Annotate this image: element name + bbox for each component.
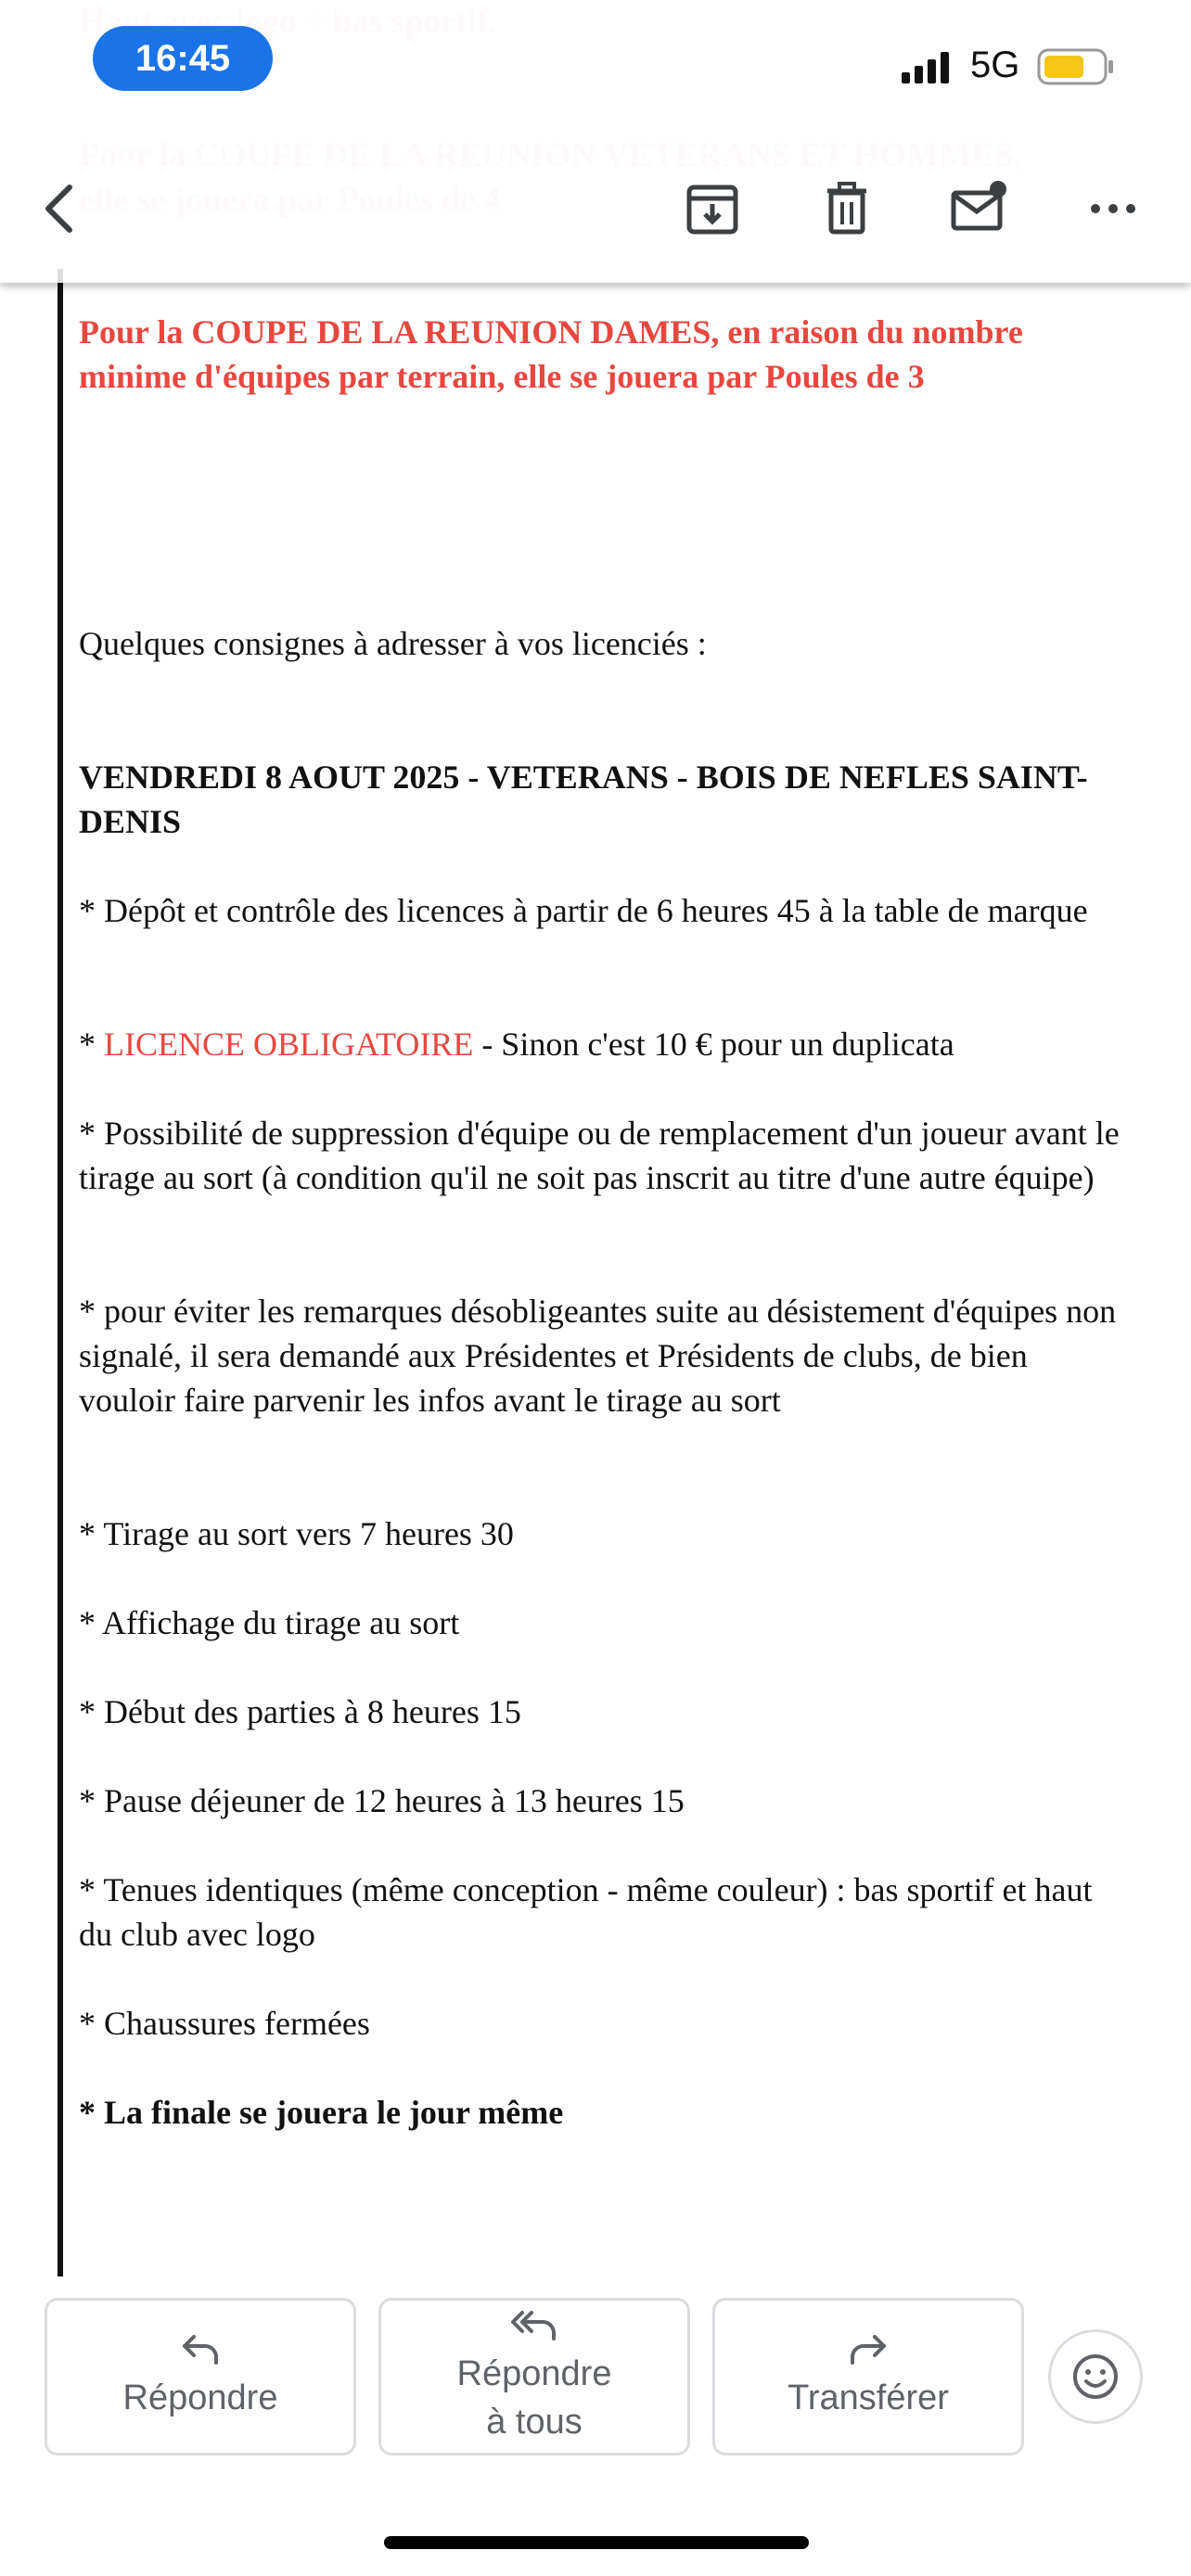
item-suppression: * Possibilité de suppression d'équipe ou de remplacement d'un joueur avant le tirage au sort (à condition qu'il ne soit pas inscrit au titre d'une autre équipe) (79, 1115, 1120, 1196)
duplicata-text: - Sinon c'est 10 € pour un duplicata (473, 1026, 954, 1063)
home-indicator[interactable] (384, 2536, 809, 2549)
trash-icon[interactable] (814, 176, 879, 241)
signal-icon (902, 52, 954, 83)
more-icon[interactable] (1081, 176, 1146, 241)
reply-button[interactable] (45, 2298, 356, 2455)
item-tenues: * Tenues identiques (même conception - même couleur) : bas sportif et haut du club avec logo (79, 1871, 1093, 1953)
emoji-reaction-button[interactable] (1048, 2329, 1143, 2424)
quote-bar (58, 269, 63, 2276)
item-debut: * Début des parties à 8 heures 15 (79, 1693, 521, 1730)
forward-button[interactable] (712, 2298, 1024, 2455)
forward-label: Transférer (788, 2378, 949, 2417)
forward-icon (847, 2331, 890, 2368)
battery-icon (1037, 48, 1115, 85)
reply-label: Répondre (122, 2378, 278, 2417)
network-label: 5G (970, 45, 1020, 85)
item-affichage: * Affichage du tirage au sort (79, 1604, 460, 1641)
item-chaussures: * Chaussures fermées (79, 2005, 370, 2042)
item-tirage: * Tirage au sort vers 7 heures 30 (79, 1515, 514, 1552)
archive-icon[interactable] (680, 176, 745, 241)
dames-notice: Pour la COUPE DE LA REUNION DAMES, en raison du nombre minime d'équipes par terrain, elle se jouera par Poules de 3 (79, 313, 1023, 395)
back-icon[interactable] (28, 176, 93, 241)
reply-all-icon (509, 2307, 559, 2344)
mark-unread-icon[interactable] (946, 176, 1011, 241)
reply-all-label-1: Répondre (456, 2354, 612, 2393)
status-time: 16:45 (93, 26, 273, 91)
item-pause: * Pause déjeuner de 12 heures à 13 heures 15 (79, 1782, 685, 1819)
item-finale: * La finale se jouera le jour même (79, 2094, 564, 2131)
emoji-icon (1070, 2352, 1121, 2402)
licence-obligatoire-text: LICENCE OBLIGATOIRE (104, 1026, 474, 1063)
top-toolbar (0, 0, 1191, 283)
intro-text: Quelques consignes à adresser à vos licenciés : (79, 625, 707, 662)
reply-all-button[interactable] (378, 2298, 690, 2455)
item-remarques: * pour éviter les remarques désobligeantes suite au désistement d'équipes non signalé, il sera demandé aux Présidentes et Présidents de clubs, de bien vouloir faire parvenir les infos avant le tirage au sort (79, 1293, 1117, 1419)
reply-icon (179, 2331, 222, 2368)
bullet: * (79, 1026, 104, 1063)
item-licences: * Dépôt et contrôle des licences à partir de 6 heures 45 à la table de marque (79, 892, 1088, 929)
item-licence-obligatoire (79, 1022, 1127, 1066)
event-heading: VENDREDI 8 AOUT 2025 - VETERANS - BOIS DE NEFLES SAINT-DENIS (79, 759, 1088, 840)
reply-all-label-2: à tous (486, 2403, 583, 2442)
